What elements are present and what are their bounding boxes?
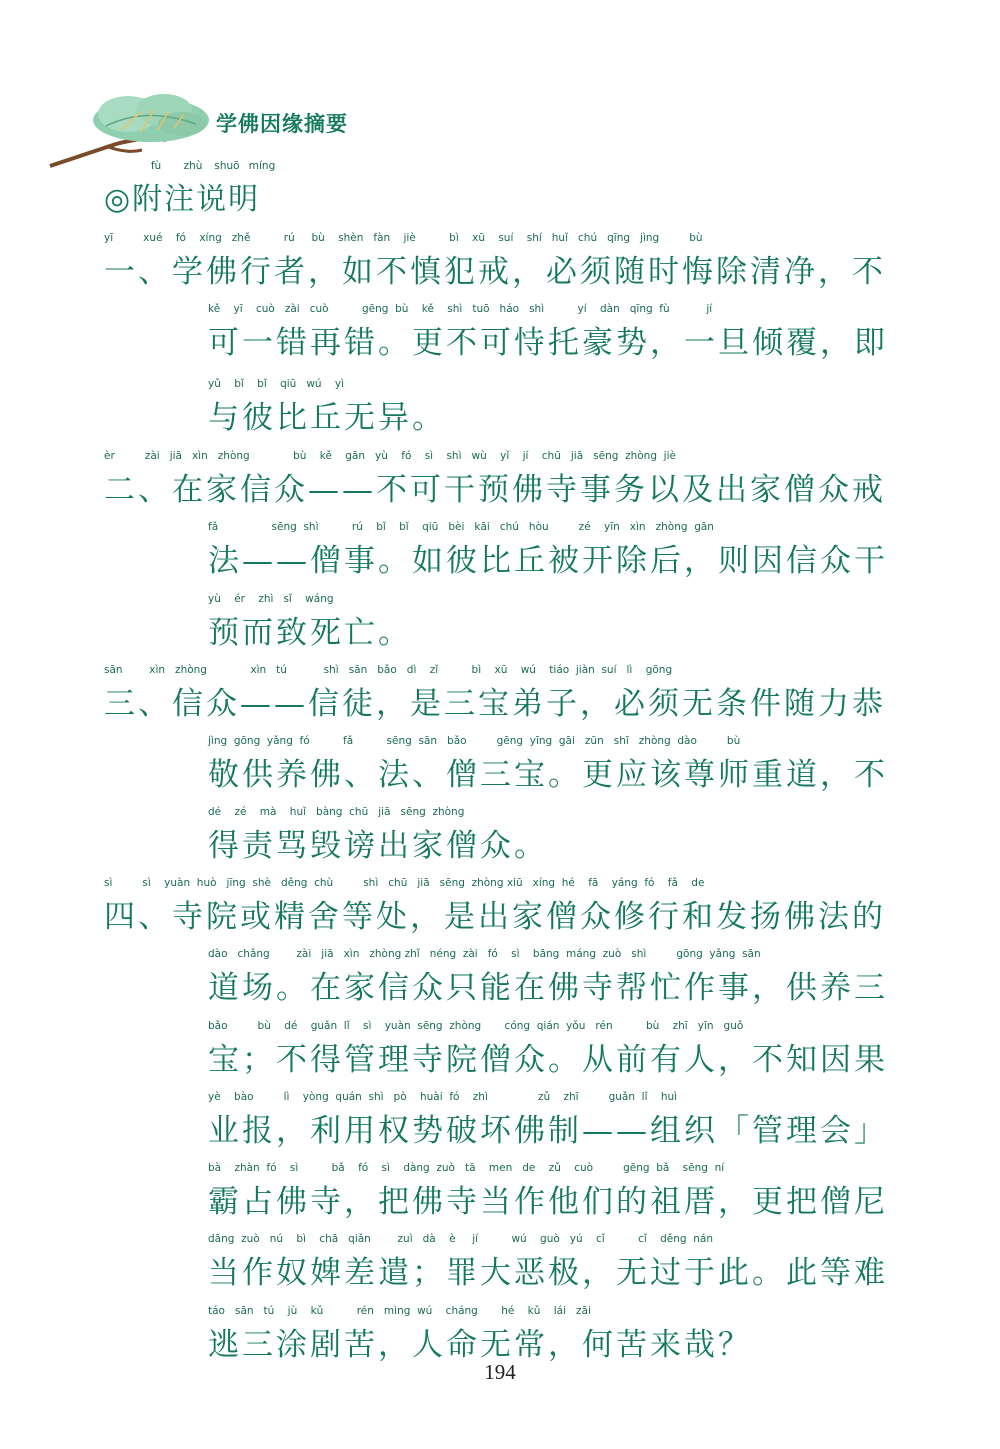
- chinese-text: 逃三涂剧苦，人命无常，何苦来哉？: [208, 1327, 752, 1363]
- chinese-text: 预而致死亡。: [208, 615, 412, 651]
- pinyin-row: yǔ bǐ bǐ qiū wú yì: [208, 378, 345, 390]
- chinese-text: 得责骂毁谤出家僧众。: [208, 828, 548, 864]
- pinyin-row: bǎo bù dé guǎn lǐ sì yuàn sēng zhòng cóng qián yǒu rén bù zhī yīn guǒ: [208, 1020, 744, 1032]
- pinyin-row: yī xué fó xíng zhě rú bù shèn fàn jiè bì xū suí shí huǐ chú qīng jìng bù: [104, 232, 703, 244]
- chinese-text: 一、学佛行者，如不慎犯戒，必须随时悔除清净，不: [104, 254, 886, 290]
- pinyin-row: sì sì yuàn huò jīng shè děng chù shì chū jiā sēng zhòng xiū xíng hé fā yáng fó fǎ de: [104, 877, 705, 889]
- header-title: 学佛因缘摘要: [216, 112, 348, 136]
- pinyin-row: jìng gōng yǎng fó fǎ sēng sān bǎo gēng yīng gāi zūn shī zhòng dào bù: [208, 735, 741, 747]
- text-line: [208, 1091, 908, 1149]
- text-line: [104, 664, 904, 722]
- pinyin-row: èr zài jiā xìn zhòng bù kě gān yù fó sì shì wù yǐ jí chū jiā sēng zhòng jiè: [104, 450, 676, 462]
- text-line: [208, 1233, 908, 1291]
- text-line: [208, 1162, 908, 1220]
- chinese-text: 宝；不得管理寺院僧众。从前有人，不知因果: [208, 1042, 888, 1078]
- text-line: [208, 521, 908, 579]
- pinyin-row: sān xìn zhòng xìn tú shì sān bǎo dì zǐ bì xū wú tiáo jiàn suí lì gōng: [104, 664, 673, 676]
- text-line: [104, 877, 904, 935]
- pinyin-row: dào chǎng zài jiā xìn zhòng zhǐ néng zài fó sì bāng máng zuò shì gōng yǎng sān: [208, 948, 761, 960]
- chinese-text: 敬供养佛、法、僧三宝。更应该尊师重道，不: [208, 757, 888, 793]
- text-line: [208, 735, 908, 793]
- pinyin-row: dé zé mà huǐ bàng chū jiā sēng zhòng: [208, 806, 465, 818]
- text-line: [208, 948, 908, 1006]
- text-line: [208, 378, 908, 436]
- chinese-text: 业报，利用权势破坏佛制——组织「管理会」: [208, 1113, 888, 1149]
- pinyin-row: fǎ sēng shì rú bǐ bǐ qiū bèi kāi chú hòu zé yīn xìn zhòng gān: [208, 521, 714, 533]
- text-line: [208, 1305, 908, 1363]
- pinyin-row: bà zhàn fó sì bǎ fó sì dàng zuò tā men de zǔ cuò gēng bǎ sēng ní: [208, 1162, 725, 1174]
- chinese-text: 道场。在家信众只能在佛寺帮忙作事，供养三: [208, 970, 888, 1006]
- text-line: [104, 232, 904, 290]
- page-number: 194: [484, 1360, 516, 1384]
- text-line: [208, 593, 908, 651]
- pinyin-row: táo sān tú jù kǔ rén mìng wú cháng hé kǔ lái zāi: [208, 1305, 591, 1317]
- pinyin: míng: [248, 160, 276, 172]
- pinyin-row: yù ér zhì sǐ wáng: [208, 593, 334, 605]
- text-line: [208, 303, 908, 361]
- text-line: [208, 1020, 908, 1078]
- chinese-text: 二、在家信众——不可干预佛寺事务以及出家僧众戒: [104, 472, 886, 508]
- pinyin: zhù: [183, 160, 203, 172]
- text-line: [104, 450, 904, 508]
- pinyin-row: yè bào lì yòng quán shì pò huài fó zhì zǔ zhī guǎn lǐ huì: [208, 1091, 678, 1103]
- chinese-text: 霸占佛寺，把佛寺当作他们的祖厝，更把僧尼: [208, 1184, 888, 1220]
- pinyin: fù: [150, 160, 162, 172]
- chinese-text: 与彼比丘无异。: [208, 400, 446, 436]
- chinese-text: 三、信众——信徒，是三宝弟子，必须无条件随力恭: [104, 686, 886, 722]
- chinese-text: 法——僧事。如彼比丘被开除后，则因信众干: [208, 543, 888, 579]
- pinyin-row: dāng zuò nú bì chā qiǎn zuì dà è jí wú guò yú cǐ cǐ děng nán: [208, 1233, 713, 1245]
- running-header: [46, 84, 376, 184]
- chinese-text: 可一错再错。更不可恃托豪势，一旦倾覆，即: [208, 325, 888, 361]
- chinese-text: 当作奴婢差遣；罪大恶极，无过于此。此等难: [208, 1255, 888, 1291]
- chinese-text: 四、寺院或精舍等处，是出家僧众修行和发扬佛法的: [104, 899, 886, 935]
- pinyin-row: kě yī cuò zài cuò gēng bù kě shì tuō háo shì yí dàn qīng fù jí: [208, 303, 713, 315]
- pinyin: shuō: [214, 160, 240, 172]
- text-line: [208, 806, 908, 864]
- section-title: ◎附注说明: [104, 182, 261, 217]
